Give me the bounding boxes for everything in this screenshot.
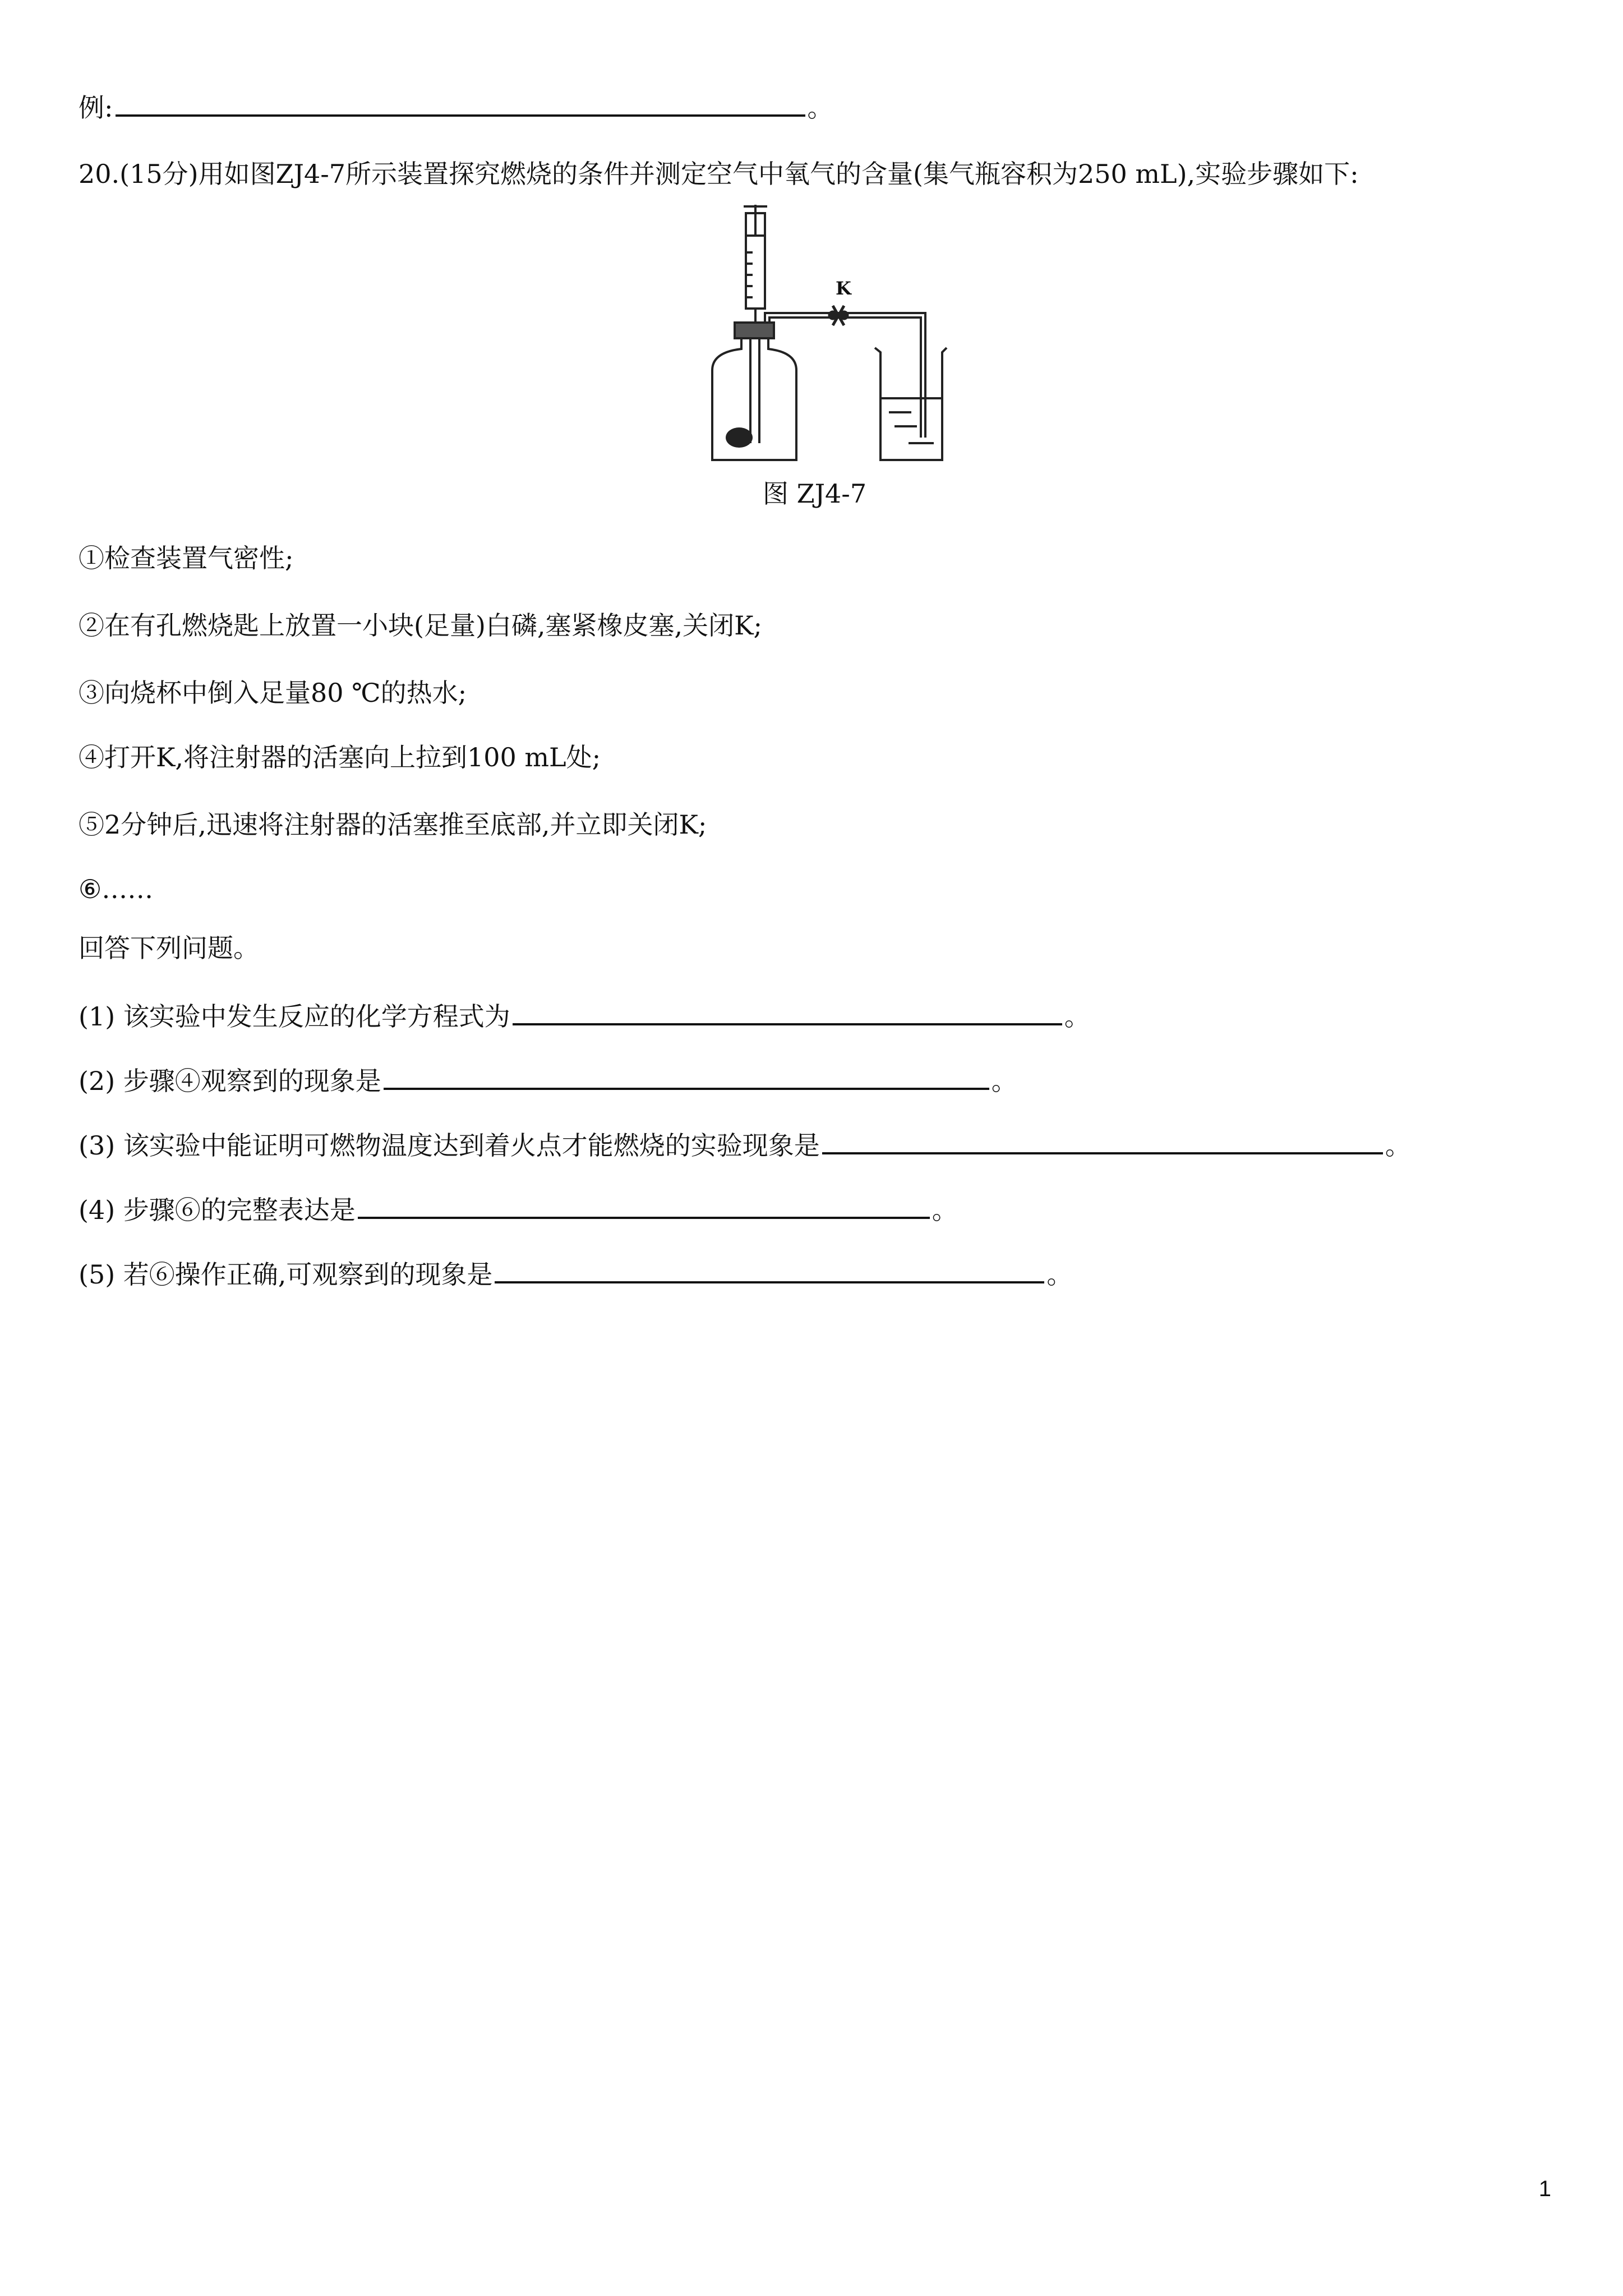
end-mark: 。 — [1046, 1259, 1073, 1290]
subquestion-text: 步骤④观察到的现象是 — [123, 1066, 381, 1096]
step-6: ⑥…… — [79, 874, 154, 904]
answer-blank-example[interactable] — [116, 90, 805, 117]
end-mark: 。 — [1064, 1001, 1090, 1032]
answer-blank-3[interactable] — [822, 1128, 1383, 1154]
end-mark: 。 — [1385, 1130, 1411, 1161]
rubber-stopper — [735, 323, 774, 338]
subquestion-text: 该实验中能证明可燃物温度达到着火点才能燃烧的实验现象是 — [123, 1130, 820, 1161]
answer-blank-1[interactable] — [513, 999, 1062, 1025]
figure-caption: 图 ZJ4-7 — [763, 478, 867, 509]
end-mark: 。 — [932, 1195, 958, 1225]
subquestion-5 — [79, 1257, 1072, 1291]
page-number: 1 — [1538, 2177, 1551, 2201]
step-5: ⑤2分钟后,迅速将注射器的活塞推至底部,并立即关闭K; — [79, 809, 707, 840]
answer-blank-2[interactable] — [384, 1063, 989, 1090]
apparatus-figure — [690, 202, 948, 466]
example-line — [79, 90, 833, 125]
step-4: ④打开K,将注射器的活塞向上拉到100 mL处; — [79, 742, 601, 772]
connecting-tube-outer — [765, 313, 925, 438]
subquestion-4 — [79, 1192, 958, 1227]
end-mark: 。 — [807, 93, 833, 123]
step-3: ③向烧杯中倒入足量80 ℃的热水; — [79, 678, 467, 708]
subquestion-number: (4) — [79, 1195, 116, 1225]
answer-blank-4[interactable] — [358, 1192, 930, 1219]
subquestion-2 — [79, 1063, 1017, 1098]
connecting-tube-inner — [769, 318, 921, 438]
answer-blank-5[interactable] — [495, 1257, 1044, 1283]
gas-bottle — [712, 338, 796, 460]
white-phosphorus — [726, 427, 753, 448]
subquestion-number: (2) — [79, 1066, 116, 1096]
example-label: 例: — [79, 93, 113, 123]
subquestion-1 — [79, 999, 1090, 1033]
subquestion-number: (3) — [79, 1130, 116, 1161]
answer-prompt: 回答下列问题。 — [79, 933, 259, 963]
subquestion-number: (1) — [79, 1001, 116, 1032]
k-label: K — [836, 278, 851, 299]
subquestion-text: 该实验中发生反应的化学方程式为 — [123, 1001, 510, 1032]
end-mark: 。 — [991, 1066, 1017, 1096]
subquestion-number: (5) — [79, 1259, 116, 1290]
step-2: ②在有孔燃烧匙上放置一小块(足量)白磷,塞紧橡皮塞,关闭K; — [79, 610, 762, 641]
subquestion-3 — [79, 1128, 1411, 1162]
question-stem: 20.(15分)用如图ZJ4-7所示装置探究燃烧的条件并测定空气中氧气的含量(集气瓶容积为250 mL),实验步骤如下: — [79, 159, 1359, 189]
subquestion-text: 步骤⑥的完整表达是 — [123, 1195, 356, 1225]
step-1: ①检查装置气密性; — [79, 543, 294, 573]
subquestion-text: 若⑥操作正确,可观察到的现象是 — [123, 1259, 493, 1290]
